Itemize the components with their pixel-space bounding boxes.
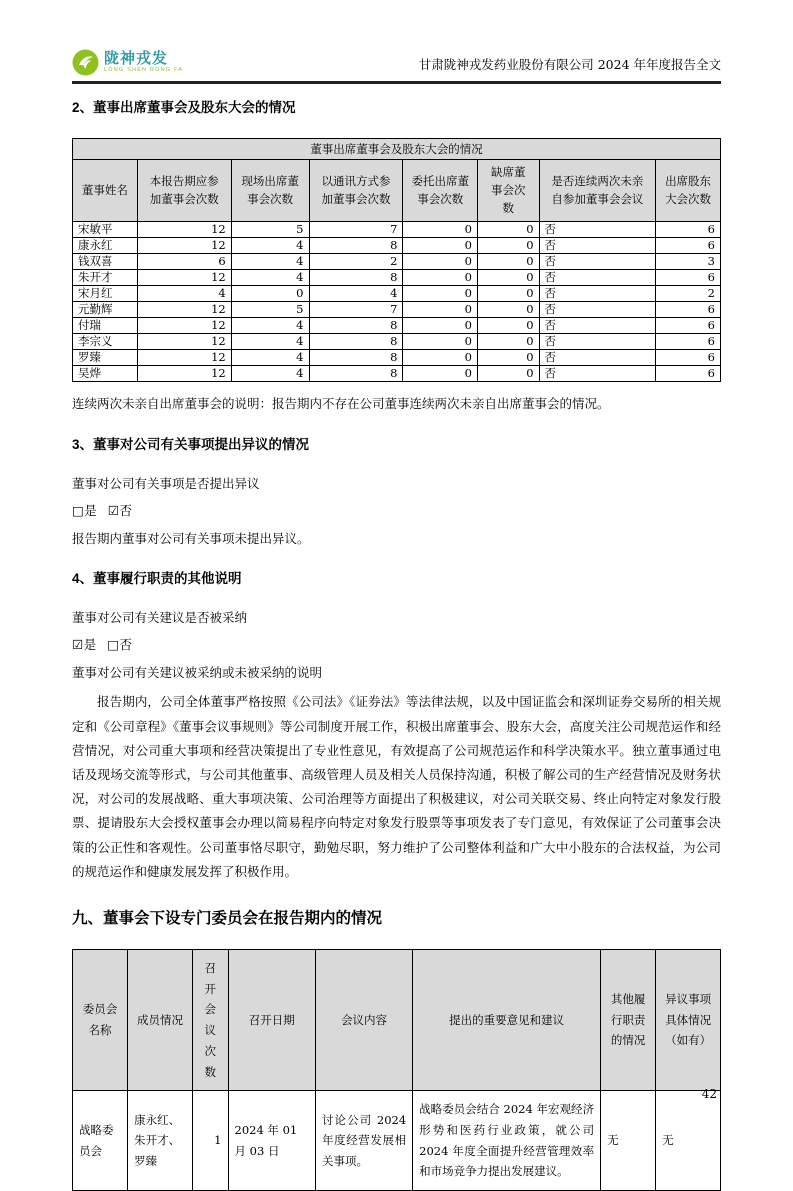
table-cell: 12 — [137, 366, 231, 382]
column-header: 召开日期 — [228, 950, 315, 1091]
table-header-row — [73, 160, 721, 222]
table-cell: 0 — [477, 302, 539, 318]
table-cell: 6 — [656, 222, 721, 238]
table-row — [73, 270, 721, 286]
duty-description-paragraph: 报告期内，公司全体董事严格按照《公司法》《证券法》等法律法规，以及中国证监会和深圳证券交易所的相关规定和《公司章程》《董事会议事规则》等公司制度开展工作，积极出席董事会、股东大会，高度关注公司规范运作和经营情况，对公司重大事项和经营决策提出了专业性意见，有效提高了公司规范运作和科学决策水平。独立董事通过电话及现场交流等形式，与公司其他董事、高级管理人员及相关人员保持沟通，积极了解公司的生产经营情况及财务状况，对公司的发展战略、重大事项决策、公司治理等方面提出了积极建议，对公司关联交易、终止向特定对象发行股票、提请股东大会授权董事会办理以简易程序向特定对象发行股票等事项发表了专门意见，有效保证了公司董事会决策的公正性和客观性。公司董事恪尽职守，勤勉尽职，努力维护了公司整体利益和广大中小股东的合法权益，为公司的规范运作和健康发展发挥了积极作用。 — [72, 694, 721, 879]
table-cell: 5 — [231, 222, 309, 238]
table-cell: 6 — [656, 302, 721, 318]
table-row — [73, 238, 721, 254]
table-cell: 12 — [137, 270, 231, 286]
column-header: 委员会名称 — [73, 950, 128, 1091]
table-cell: 12 — [137, 318, 231, 334]
table-cell: 否 — [539, 350, 656, 366]
table-cell: 0 — [403, 254, 478, 270]
table-cell: 4 — [231, 350, 309, 366]
objection-note: 报告期内董事对公司有关事项未提出异议。 — [72, 531, 310, 547]
report-page — [0, 44, 793, 1179]
checkbox-yes-checked: ☑是 — [72, 637, 97, 653]
table-cell: 无 — [656, 1091, 721, 1191]
table-cell: 战略委员会 — [73, 1091, 128, 1191]
table-cell: 12 — [137, 350, 231, 366]
table-cell: 0 — [403, 318, 478, 334]
checkbox-no-unchecked: □否 — [107, 637, 133, 653]
table-cell: 元勤辉 — [73, 302, 138, 318]
company-logo — [72, 49, 183, 76]
table-cell: 12 — [137, 222, 231, 238]
page-number: 42 — [701, 1087, 717, 1101]
table-row — [73, 1091, 721, 1191]
table-cell: 6 — [656, 238, 721, 254]
table-cell: 8 — [309, 334, 403, 350]
table-cell: 0 — [477, 286, 539, 302]
table-cell: 4 — [231, 238, 309, 254]
table-row — [73, 254, 721, 270]
table-cell: 罗臻 — [73, 350, 138, 366]
table-cell: 付瑞 — [73, 318, 138, 334]
table-cell: 吴烨 — [73, 366, 138, 382]
column-header: 其他履行职责的情况 — [601, 950, 656, 1091]
table-cell: 12 — [137, 334, 231, 350]
column-header: 缺席董事会次数 — [477, 160, 539, 222]
column-header: 以通讯方式参加董事会次数 — [309, 160, 403, 222]
table-cell: 0 — [477, 270, 539, 286]
table-cell: 6 — [137, 254, 231, 270]
column-header: 提出的重要意见和建议 — [413, 950, 601, 1091]
table-cell: 4 — [231, 366, 309, 382]
table-cell: 否 — [539, 222, 656, 238]
section-heading-2: 2、董事出席董事会及股东大会的情况 — [72, 100, 296, 115]
table-cell: 6 — [656, 318, 721, 334]
table-row — [73, 222, 721, 238]
table-body — [73, 222, 721, 382]
table-cell: 2024 年 01 月 03 日 — [228, 1091, 315, 1191]
table-body — [73, 1091, 721, 1191]
checkbox-no-checked: ☑否 — [107, 503, 133, 519]
table-cell: 8 — [309, 350, 403, 366]
table-cell: 8 — [309, 238, 403, 254]
table-cell: 8 — [309, 270, 403, 286]
table-cell: 0 — [477, 222, 539, 238]
table-cell: 0 — [477, 350, 539, 366]
table-header-row — [73, 950, 721, 1091]
table-cell: 讨论公司 2024 年度经营发展相关事项。 — [315, 1091, 412, 1191]
column-header: 是否连续两次未亲自参加董事会会议 — [539, 160, 656, 222]
table-cell: 8 — [309, 366, 403, 382]
table-cell: 3 — [656, 254, 721, 270]
table-cell: 康永红、朱开才、罗臻 — [128, 1091, 193, 1191]
report-title: 甘肃陇神戎发药业股份有限公司 2024 年年度报告全文 — [418, 57, 721, 72]
table-cell: 2 — [309, 254, 403, 270]
table-cell: 宋敏平 — [73, 222, 138, 238]
table-cell: 0 — [403, 334, 478, 350]
advice-question: 董事对公司有关建议是否被采纳 — [72, 610, 248, 626]
table-cell: 0 — [477, 254, 539, 270]
table-cell: 0 — [477, 318, 539, 334]
table-row — [73, 366, 721, 382]
section-heading-9: 九、董事会下设专门委员会在报告期内的情况 — [72, 910, 383, 928]
table-cell: 6 — [656, 350, 721, 366]
table-cell: 康永红 — [73, 238, 138, 254]
objection-options — [72, 501, 721, 519]
table-cell: 否 — [539, 254, 656, 270]
table-cell: 12 — [137, 238, 231, 254]
table-cell: 朱开才 — [73, 270, 138, 286]
table-cell: 2 — [656, 286, 721, 302]
table-cell: 否 — [539, 286, 656, 302]
table-cell: 0 — [477, 334, 539, 350]
table-cell: 否 — [539, 238, 656, 254]
column-header: 成员情况 — [128, 950, 193, 1091]
table-cell: 无 — [601, 1091, 656, 1191]
table-cell: 4 — [231, 334, 309, 350]
advice-subheading: 董事对公司有关建议被采纳或未被采纳的说明 — [72, 665, 323, 681]
table-cell: 7 — [309, 222, 403, 238]
table-row — [73, 318, 721, 334]
table-title: 董事出席董事会及股东大会的情况 — [73, 139, 721, 160]
table-cell: 钱双喜 — [73, 254, 138, 270]
logo-text — [104, 51, 183, 74]
table-cell: 5 — [231, 302, 309, 318]
section-heading-4: 4、董事履行职责的其他说明 — [72, 571, 242, 587]
section-heading-3: 3、董事对公司有关事项提出异议的情况 — [72, 437, 310, 453]
column-header: 会议内容 — [315, 950, 412, 1091]
table-cell: 7 — [309, 302, 403, 318]
table-cell: 0 — [403, 286, 478, 302]
logo-subtitle-text: LONG SHEN RONG FA — [104, 67, 184, 74]
table-cell: 0 — [403, 270, 478, 286]
column-header: 出席股东大会次数 — [656, 160, 721, 222]
table-cell: 4 — [231, 270, 309, 286]
logo-icon — [72, 49, 99, 76]
column-header: 召开会议次数 — [192, 950, 228, 1091]
table-cell: 8 — [309, 318, 403, 334]
table-row — [73, 286, 721, 302]
checkbox-yes-unchecked: □是 — [72, 503, 98, 519]
table-cell: 0 — [403, 350, 478, 366]
table-cell: 6 — [656, 334, 721, 350]
committee-table — [72, 949, 721, 1191]
table-cell: 0 — [403, 222, 478, 238]
table-cell: 4 — [231, 318, 309, 334]
table-cell: 0 — [403, 366, 478, 382]
objection-question: 董事对公司有关事项是否提出异议 — [72, 476, 260, 492]
table-row — [73, 334, 721, 350]
advice-options — [72, 635, 721, 653]
table-cell: 4 — [231, 254, 309, 270]
board-attendance-table — [72, 138, 721, 382]
table-cell: 否 — [539, 302, 656, 318]
table-cell: 12 — [137, 302, 231, 318]
table-cell: 战略委员会结合 2024 年宏观经济形势和医药行业政策，就公司 2024 年度全面提升经营管理效率和市场竞争力提出发展建议。 — [413, 1091, 601, 1191]
column-header: 现场出席董事会次数 — [231, 160, 309, 222]
table-row — [73, 350, 721, 366]
table-title-row — [73, 139, 721, 160]
table-cell: 4 — [309, 286, 403, 302]
page-header — [72, 44, 721, 84]
table-cell: 否 — [539, 270, 656, 286]
table-cell: 0 — [477, 366, 539, 382]
logo-brand-text: 陇神戎发 — [104, 50, 169, 68]
table-cell: 4 — [137, 286, 231, 302]
table-cell: 0 — [403, 238, 478, 254]
table-cell: 0 — [403, 302, 478, 318]
table-cell: 否 — [539, 334, 656, 350]
column-header: 董事姓名 — [73, 160, 138, 222]
table-row — [73, 302, 721, 318]
table-cell: 6 — [656, 270, 721, 286]
table-cell: 否 — [539, 366, 656, 382]
table-cell: 否 — [539, 318, 656, 334]
table-cell: 1 — [192, 1091, 228, 1191]
table-cell: 宋月红 — [73, 286, 138, 302]
table-cell: 0 — [231, 286, 309, 302]
table-cell: 李宗义 — [73, 334, 138, 350]
table-cell: 0 — [477, 238, 539, 254]
column-header: 委托出席董事会次数 — [403, 160, 478, 222]
column-header: 异议事项具体情况（如有） — [656, 950, 721, 1091]
attendance-note: 连续两次未亲自出席董事会的说明：报告期内不存在公司董事连续两次未亲自出席董事会的情况。 — [72, 396, 610, 412]
table-cell: 6 — [656, 366, 721, 382]
column-header: 本报告期应参加董事会次数 — [137, 160, 231, 222]
